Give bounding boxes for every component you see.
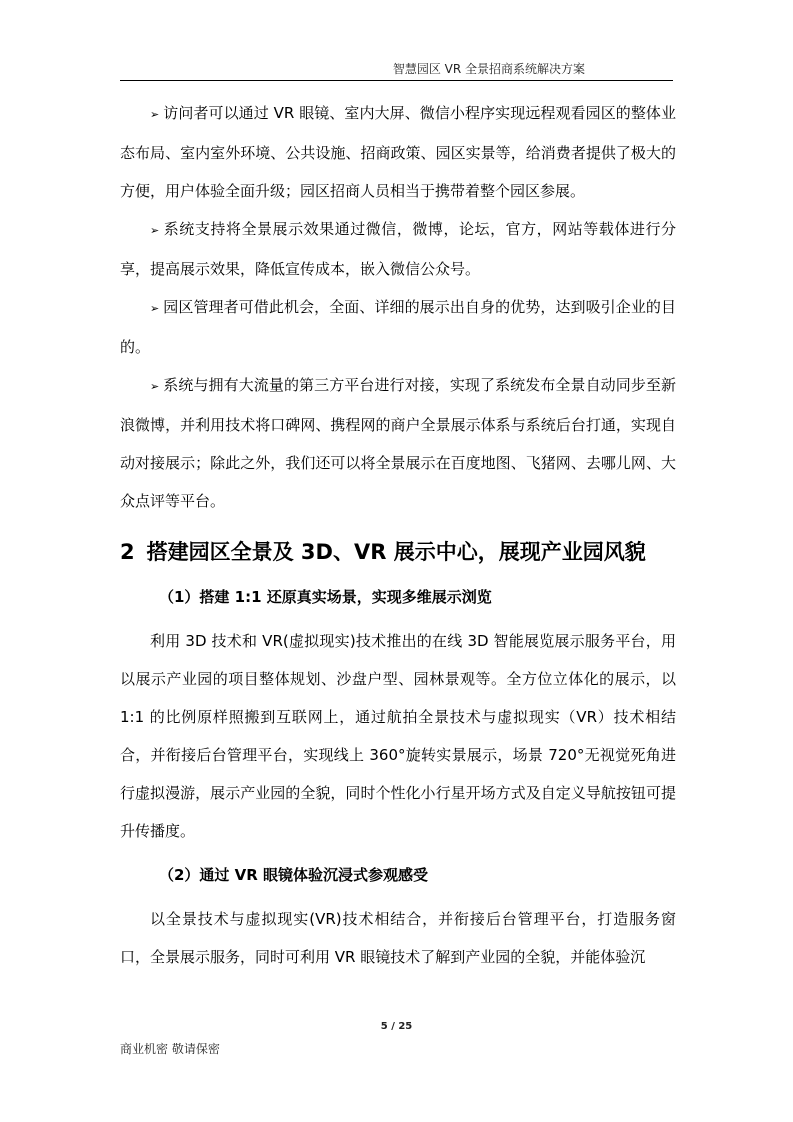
bullet-paragraph bbox=[120, 94, 676, 210]
subsection-heading-2: （2）通过 VR 眼镜体验沉浸式参观感受 bbox=[159, 866, 429, 884]
bullet-paragraph bbox=[120, 366, 676, 520]
header-rule bbox=[120, 80, 673, 81]
section-title: 搭建园区全景及 3D、VR 展示中心，展现产业园风貌 bbox=[146, 540, 646, 564]
header-title: 智慧园区 VR 全景招商系统解决方案 bbox=[392, 62, 585, 76]
document-body bbox=[120, 94, 676, 976]
bullet-paragraph bbox=[120, 210, 676, 288]
confidential-footer: 商业机密 敬请保密 bbox=[120, 1042, 220, 1056]
bullet-text: 访问者可以通过 VR 眼镜、室内大屏、微信小程序实现远程观看园区的整体业态布局、室内室外环境、公共设施、招商政策、园区实景等，给消费者提供了极大的方便，用户体验全面升级；园区招商人员相当于携带着整个园区参展。 bbox=[120, 104, 676, 200]
page-number: 5 / 25 bbox=[380, 1021, 413, 1032]
bullet-text: 园区管理者可借此机会，全面、详细的展示出自身的优势，达到吸引企业的目的。 bbox=[120, 298, 676, 356]
arrow-bullet-icon: ➢ bbox=[150, 224, 160, 237]
section-heading bbox=[120, 532, 676, 572]
bullet-paragraph bbox=[120, 288, 676, 366]
arrow-bullet-icon: ➢ bbox=[150, 302, 160, 315]
bullet-text: 系统与拥有大流量的第三方平台进行对接，实现了系统发布全景自动同步至新浪微博，并利用技术将口碑网、携程网的商户全景展示体系与系统后台打通，实现自动对接展示；除此之外，我们还可以将全景展示在百度地图、飞猪网、去哪儿网、大众点评等平台。 bbox=[120, 376, 676, 510]
arrow-bullet-icon: ➢ bbox=[150, 380, 160, 393]
subsection-heading-1: （1）搭建 1:1 还原真实场景，实现多维展示浏览 bbox=[159, 588, 492, 606]
subsection-1-paragraph: 利用 3D 技术和 VR(虚拟现实)技术推出的在线 3D 智能展览展示服务平台，用以展示产业园的项目整体规划、沙盘户型、园林景观等。全方位立体化的展示，以 1:1 的比例原样照搬到互联网上，通过航拍全景技术与虚拟现实（VR）技术相结合，并衔接后台管理平台，实现线上 360°旋转实景展示，场景 720°无视觉死角进行虚拟漫游，展示产业园的全貌，同时个性化小行星开场方式及自定义导航按钮可提升传播度。 bbox=[120, 632, 676, 840]
section-number: 2 bbox=[120, 540, 135, 564]
arrow-bullet-icon: ➢ bbox=[150, 108, 160, 121]
bullet-text: 系统支持将全景展示效果通过微信，微博，论坛，官方，网站等载体进行分享，提高展示效果，降低宣传成本，嵌入微信公众号。 bbox=[120, 220, 676, 278]
page-header bbox=[120, 60, 673, 80]
subsection-2-paragraph: 以全景技术与虚拟现实(VR)技术相结合，并衔接后台管理平台，打造服务窗口，全景展示服务，同时可利用 VR 眼镜技术了解到产业园的全貌，并能体验沉 bbox=[120, 910, 676, 966]
